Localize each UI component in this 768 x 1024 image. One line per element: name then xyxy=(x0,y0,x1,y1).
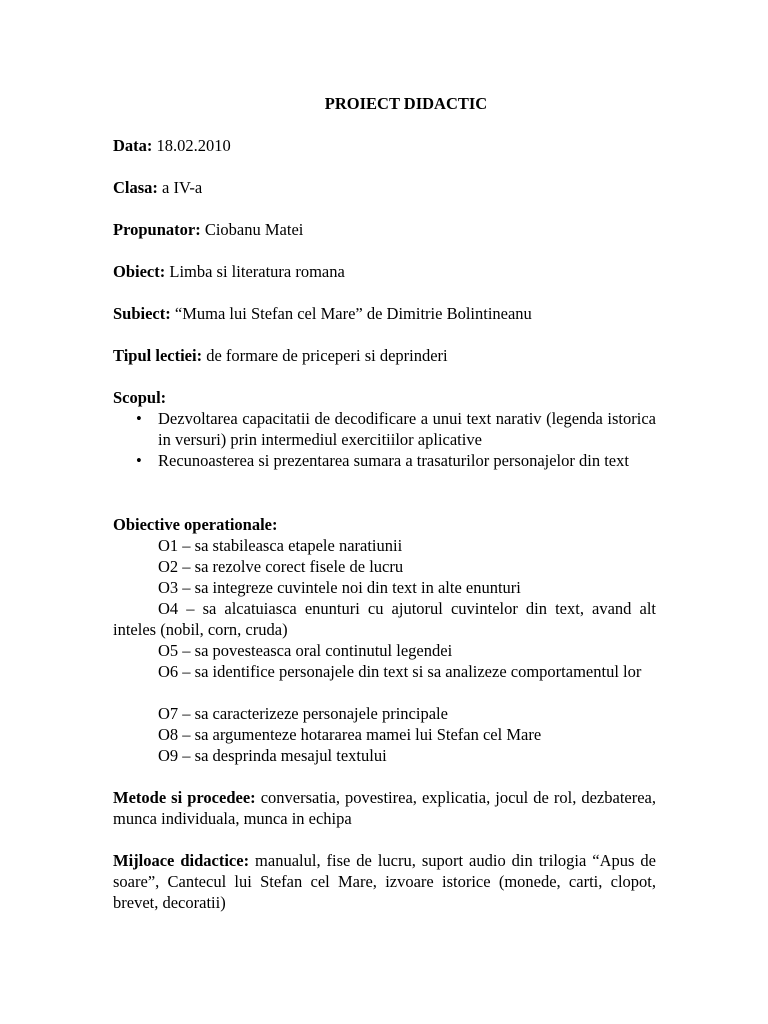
tipul-lectiei-field xyxy=(113,345,658,366)
metode-field xyxy=(113,787,656,829)
mijloace-field xyxy=(113,850,656,913)
tipul-lectiei-value: de formare de priceperi si deprinderi xyxy=(206,346,448,365)
scopul-heading xyxy=(113,387,658,408)
mijloace-value: manualul, fise de lucru, suport audio din trilogia “Apus de soare”, Cantecul lui Stefan cel Mare, izvoare istorice (monede, carti, clopot, brevet, decoratii) xyxy=(113,851,656,912)
clasa-field xyxy=(113,177,658,198)
data-value: 18.02.2010 xyxy=(156,136,231,155)
scopul-item-text: Dezvoltarea capacitatii de decodificare a unui text narativ (legenda istorica in versuri) prin intermediul exercitiilor aplicative xyxy=(158,409,656,449)
objective-item: O4 – sa alcatuiasca enunturi cu ajutorul cuvintelor din text, avand alt inteles (nobil, corn, cruda) xyxy=(113,599,656,639)
bullet-icon: • xyxy=(136,409,142,428)
objective-item: O3 – sa integreze cuvintele noi din text in alte enunturi xyxy=(158,578,521,597)
metode-value: conversatia, povestirea, explicatia, jocul de rol, dezbaterea, munca individuala, munca in echipa xyxy=(113,788,656,828)
objective-item: O6 – sa identifice personajele din text si sa analizeze comportamentul lor xyxy=(158,662,642,681)
mijloace-label: Mijloace didactice: xyxy=(113,851,250,870)
data-field xyxy=(113,135,658,156)
scopul-item xyxy=(113,408,656,450)
obiect-value: Limba si literatura romana xyxy=(169,262,345,281)
tipul-lectiei-label: Tipul lectiei: xyxy=(113,346,203,365)
subiect-field xyxy=(113,303,658,324)
clasa-value: a IV-a xyxy=(162,178,203,197)
objective-item: O2 – sa rezolve corect fisele de lucru xyxy=(158,557,404,576)
objective-item: O7 – sa caracterizeze personajele principale xyxy=(158,704,448,723)
objective-item: O8 – sa argumenteze hotararea mamei lui Stefan cel Mare xyxy=(158,725,542,744)
obiective-heading xyxy=(113,514,658,535)
scopul-item xyxy=(113,450,656,471)
bullet-icon: • xyxy=(136,451,142,470)
clasa-label: Clasa: xyxy=(113,178,158,197)
scopul-list xyxy=(113,408,656,471)
subiect-value: “Muma lui Stefan cel Mare” de Dimitrie Bolintineanu xyxy=(174,304,532,323)
objective-item: O1 – sa stabileasca etapele naratiunii xyxy=(158,536,403,555)
propunator-field xyxy=(113,219,658,240)
propunator-label: Propunator: xyxy=(113,220,201,239)
document-title: PROIECT DIDACTIC xyxy=(324,94,488,113)
data-label: Data: xyxy=(113,136,153,155)
obiective-label: Obiective operationale: xyxy=(113,515,278,534)
propunator-value: Ciobanu Matei xyxy=(204,220,304,239)
objective-item: O5 – sa povesteasca oral continutul legendei xyxy=(158,641,453,660)
scopul-item-text: Recunoasterea si prezentarea sumara a trasaturilor personajelor din text xyxy=(158,451,629,470)
metode-label: Metode si procedee: xyxy=(113,788,256,807)
objective-item: O9 – sa desprinda mesajul textului xyxy=(158,746,387,765)
obiect-label: Obiect: xyxy=(113,262,166,281)
subiect-label: Subiect: xyxy=(113,304,171,323)
obiect-field xyxy=(113,261,658,282)
scopul-label: Scopul: xyxy=(113,388,167,407)
